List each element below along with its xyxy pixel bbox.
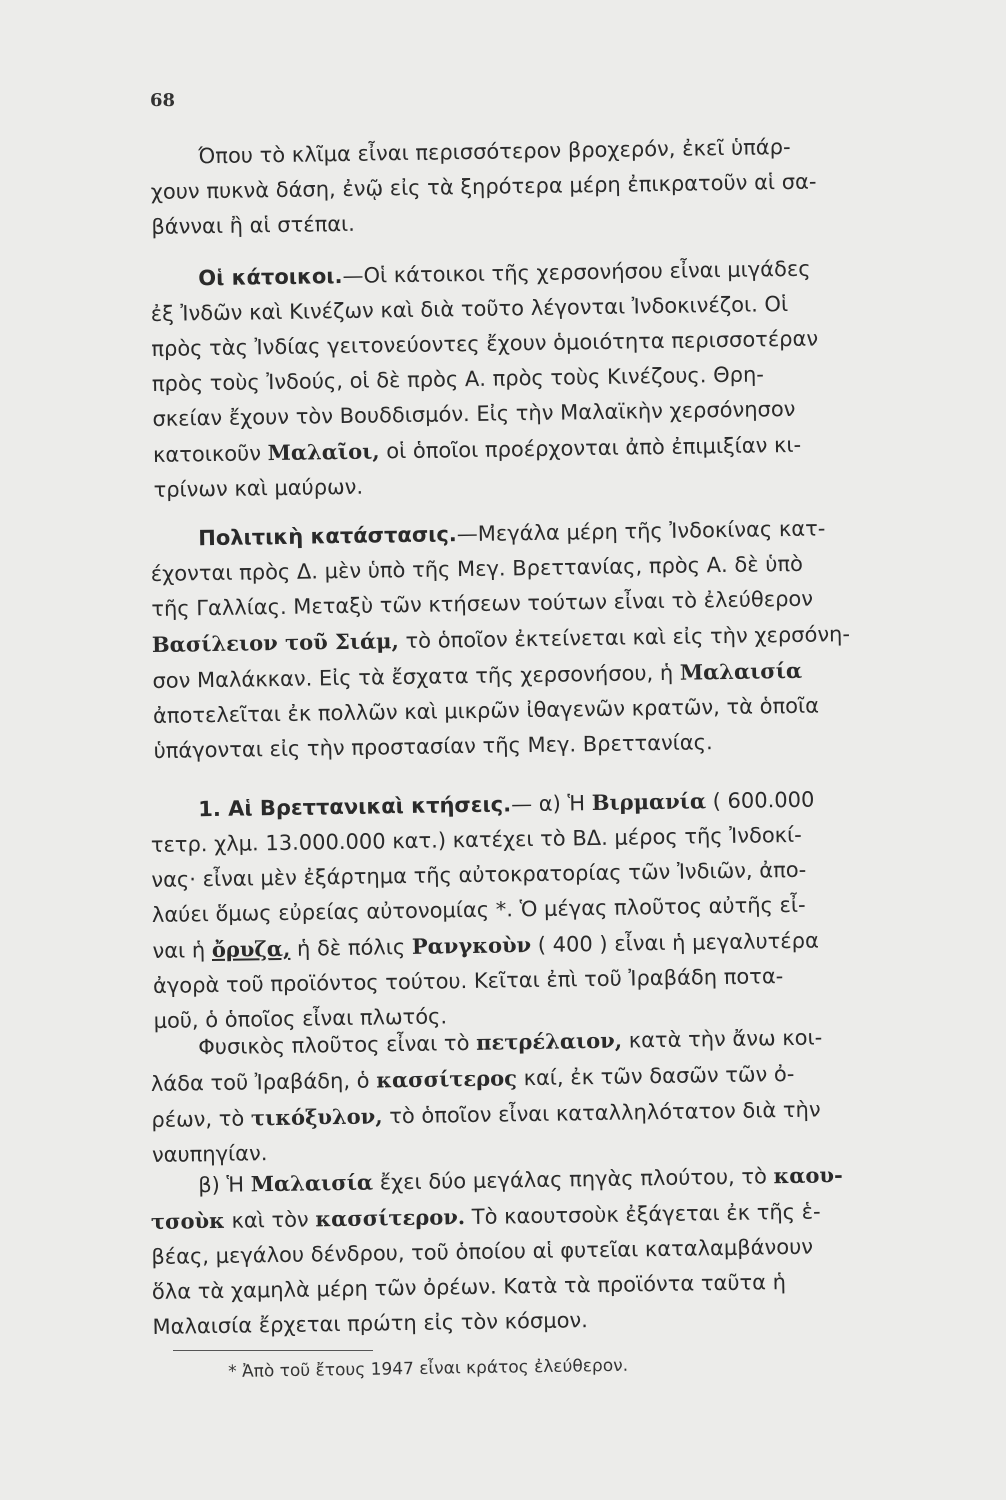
text-span: Φυσικὸς πλοῦτος εἶναι τὸ bbox=[198, 1030, 470, 1060]
text-line: βέας, μεγάλου δένδρου, τοῦ ὁποίου αἱ φυτεῖαι καταλαμβάνουν bbox=[151, 1234, 814, 1269]
text-line: βάνναι ἢ αἱ στέπαι. bbox=[151, 211, 356, 239]
text-line: ναυπηγίαν. bbox=[151, 1141, 268, 1167]
text-span: — α) Ἡ bbox=[510, 791, 586, 817]
text-span: β) Ἡ bbox=[198, 1172, 245, 1198]
text-span: κατοικοῦν bbox=[152, 441, 262, 467]
bold-term: τικόξυλον, bbox=[250, 1103, 383, 1131]
text-span: ( 600.000 bbox=[712, 787, 815, 814]
text-line: λαύει ὅμως εὐρείας αὐτονομίας *. Ὁ μέγας πλοῦτος αὐτῆς εἶ- bbox=[151, 892, 806, 927]
text-span: ἔχει δύο μεγάλας πηγὰς πλούτου, τὸ bbox=[379, 1164, 768, 1195]
text-span: τὸ ὁποῖον εἶναι καταλληλότατον διὰ τὴν bbox=[389, 1097, 821, 1129]
text-line: τρίνων καὶ μαύρων. bbox=[153, 474, 364, 502]
text-span: Τὸ καουτσοὺκ ἐξάγεται ἐκ τῆς ἑ- bbox=[471, 1199, 821, 1229]
text-line: ὅλα τὰ χαμηλὰ μέρη τῶν ὀρέων. Κατὰ τὰ προϊόντα ταῦτα ἡ bbox=[151, 1270, 787, 1304]
text-line: μοῦ, ὁ ὁποῖος εἶναι πλωτός. bbox=[153, 1004, 448, 1033]
text-line: —Μεγάλα μέρη τῆς Ἰνδοκίνας κατ- bbox=[456, 516, 826, 547]
page-number: 68 bbox=[150, 90, 176, 111]
text-span: ναι ἡ bbox=[152, 938, 206, 963]
text-line: τῆς Γαλλίας. Μεταξὺ τῶν κτήσεων τούτων εἶναι τὸ ἐλεύθερον bbox=[151, 586, 814, 621]
bold-term: Βιρμανία bbox=[591, 788, 707, 816]
paragraph-climate bbox=[150, 127, 967, 245]
text-span: οἱ ὁποῖοι προέρχονται ἀπὸ ἐπιμιξίαν κι- bbox=[386, 432, 802, 464]
section-heading: Οἱ κάτοικοι. bbox=[198, 263, 343, 291]
text-line: έχονται πρὸς Δ. μὲν ὑπὸ τῆς Μεγ. Βρεττανίας, πρὸς Α. δὲ ὑπὸ bbox=[150, 551, 804, 586]
paragraph-political bbox=[150, 509, 969, 769]
text-span: ἡ δὲ πόλις bbox=[296, 935, 406, 961]
text-span: καὶ τὸν bbox=[231, 1207, 309, 1233]
text-line: —Οἱ κάτοικοι τῆς χερσονήσου εἶναι μιγάδες bbox=[342, 256, 811, 288]
text-line: πρὸς τὰς Ἰνδίας γειτονεύοντες ἔχουν ὁμοιότητα περισσοτέραν bbox=[151, 326, 819, 361]
text-line: τετρ. χλμ. 13.000.000 κατ.) κατέχει τὸ ΒΔ. μέρος τῆς Ἰνδοκί- bbox=[150, 822, 802, 857]
bold-term: κασσίτερος bbox=[376, 1065, 518, 1093]
paragraph-malaysia bbox=[150, 1155, 968, 1345]
text-line: ὑπάγονται εἰς τὴν προστασίαν τῆς Μεγ. Βρεττανίας. bbox=[153, 730, 713, 763]
text-span: σον Μαλάκκαν. Εἰς τὰ ἔσχατα τῆς χερσονήσου, ἡ bbox=[152, 660, 674, 693]
footnote: * Ἀπὸ τοῦ ἔτους 1947 εἶναι κράτος ἐλεύθερον. bbox=[228, 1355, 629, 1382]
text-line: σκείαν ἔχουν τὸν Βουδδισμόν. Εἰς τὴν Μαλαϊκὴν χερσόνησον bbox=[152, 396, 796, 431]
bold-term: τσοὺκ bbox=[150, 1207, 225, 1234]
text-line: Όπου τὸ κλῖμα εἶναι περισσότερον βροχερόν, ἐκεῖ ὑπάρ- bbox=[198, 134, 791, 169]
footnote-divider bbox=[173, 1350, 373, 1351]
text-line: ἐξ Ἰνδῶν καὶ Κινέζων καὶ διὰ τοῦτο λέγονται Ἰνδοκινέζοι. Οἱ bbox=[150, 291, 789, 326]
text-span: ρέων, τὸ bbox=[151, 1106, 245, 1132]
text-span: καί, ἐκ τῶν δασῶν τῶν ὀ- bbox=[523, 1061, 795, 1091]
text-line: πρὸς τοὺς Ἰνδούς, οἱ δὲ πρὸς Α. πρὸς τοὺς Κινέζους. Θρη- bbox=[151, 362, 765, 396]
section-heading: Πολιτικὴ κατάστασις. bbox=[198, 522, 457, 551]
bold-term: ὄρυζα, bbox=[211, 935, 291, 963]
paragraph-inhabitants bbox=[150, 249, 969, 508]
bold-term: κασσίτερον. bbox=[315, 1204, 466, 1232]
text-line: ἀγορὰ τοῦ προϊόντος τούτου. Κεῖται ἐπὶ τοῦ Ἰραβάδη ποτα- bbox=[152, 964, 784, 998]
bold-term: πετρέλαιον, bbox=[475, 1027, 623, 1055]
text-span: λάδα τοῦ Ἰραβάδη, ὁ bbox=[150, 1068, 370, 1096]
bold-term: Μαλαῖοι, bbox=[267, 438, 380, 466]
bold-term: Μαλαισία bbox=[250, 1169, 374, 1197]
text-line: χουν πυκνὰ δάση, ἐνῷ εἰς τὰ ξηρότερα μέρη ἐπικρατοῦν αἱ σα- bbox=[150, 169, 817, 204]
text-line: νας· εἶναι μὲν ἐξάρτημα τῆς αὐτοκρατορίας τῶν Ἰνδιῶν, ἀπο- bbox=[151, 857, 807, 892]
paragraph-natural-wealth bbox=[150, 1017, 967, 1173]
bold-term: Ρανγκοὺν bbox=[411, 932, 532, 959]
text-span: ( 400 ) εἶναι ἡ μεγαλυτέρα bbox=[537, 928, 820, 957]
text-span: τὸ ὁποῖον ἐκτείνεται καὶ εἰς τὴν χερσόνη- bbox=[405, 622, 851, 653]
text-line: ἀποτελεῖται ἐκ πολλῶν καὶ μικρῶν ἰθαγενῶν κρατῶν, τὰ ὁποῖα bbox=[152, 693, 820, 728]
section-heading: 1. Αἱ Βρεττανικαὶ κτήσεις. bbox=[198, 792, 512, 822]
bold-term: καου- bbox=[773, 1162, 843, 1189]
bold-term: Μαλαισία bbox=[679, 657, 803, 685]
paragraph-british-possessions bbox=[150, 779, 969, 1039]
bold-term: Βασίλειον τοῦ Σιάμ, bbox=[151, 628, 400, 657]
text-line: Μαλαισία ἔρχεται πρώτη εἰς τὸν κόσμον. bbox=[152, 1308, 589, 1339]
text-span: κατὰ τὴν ἄνω κοι- bbox=[628, 1025, 823, 1053]
